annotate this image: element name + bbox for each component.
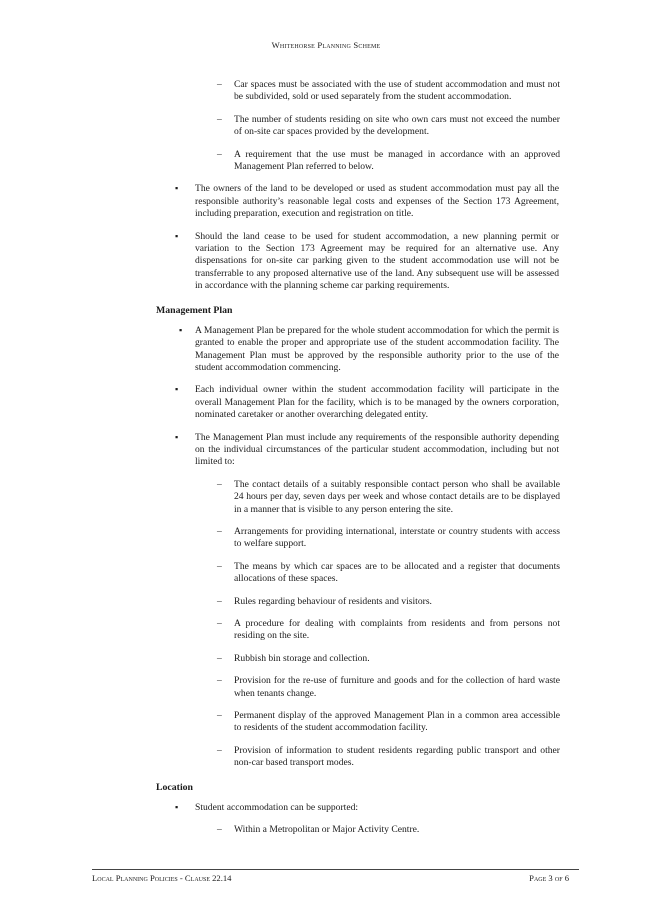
list-item (217, 710, 560, 735)
list-item-text: Arrangements for providing international, interstate or country students with access to welfare support. (234, 525, 560, 550)
bullet-marker: ▪ (175, 183, 179, 194)
list-item-text: Provision for the re-use of furniture and goods and for the collection of hard waste when tenants change. (234, 675, 560, 699)
list-item (217, 595, 560, 608)
dash-marker: – (217, 710, 222, 722)
list-item-text: The Management Plan must include any requirements of the responsible authority depending on the individual circumstances of the particular student accommodation, including but not limited to: (195, 431, 559, 468)
footer-page-number: Page 3 of 6 (529, 873, 569, 883)
list-item-text: The number of students residing on site who own cars must not exceed the number of on-site car spaces provided by the development. (234, 113, 560, 138)
dash-marker: – (217, 618, 222, 629)
list-item (179, 324, 559, 375)
bullet-marker: ▪ (175, 801, 179, 812)
dash-marker: – (217, 79, 222, 90)
dash-marker: – (217, 744, 222, 756)
list-item (175, 384, 559, 421)
page-content (0, 79, 652, 836)
list-item-text: Each individual owner within the student accommodation facility will participate in the overall Management Plan for the facility, which is to be managed by the owners corporation, nominated caretaker or another overarching delegated entity. (195, 384, 559, 421)
list-item-text: Provision of information to student residents regarding public transport and other non-car based transport modes. (234, 744, 560, 769)
list-item (217, 148, 560, 174)
list-item-text: The owners of the land to be developed or used as student accommodation must pay all the responsible authority’s reasonable legal costs and expenses of the Section 173 Agreement, including preparation, execution and registration on title. (195, 183, 559, 220)
footer-clause: Local Planning Policies - Clause 22.14 (92, 873, 232, 883)
list-item-text: Student accommodation can be supported: (195, 801, 359, 813)
list-item-text: A Management Plan be prepared for the whole student accommodation for which the permit is granted to enable the proper and appropriate use of the student accommodation facility. The Management Plan must be approved by the responsible authority prior to the use of the student accommodation commencing. (195, 324, 559, 373)
list-item (175, 431, 559, 469)
list-item (175, 230, 559, 293)
list-item (217, 652, 560, 665)
dash-marker: – (217, 560, 222, 572)
list-item (217, 744, 560, 770)
dash-marker: – (217, 652, 222, 664)
footer-divider (92, 869, 579, 870)
dash-marker: – (217, 478, 222, 490)
section-heading-location: Location (156, 781, 194, 793)
bullet-marker: ▪ (175, 230, 179, 241)
list-item (217, 560, 560, 586)
dash-marker: – (217, 595, 222, 607)
list-item (217, 79, 560, 104)
list-item-text: A requirement that the use must be managed in accordance with an approved Management Plan referred to below. (234, 148, 560, 173)
list-item-text: Rules regarding behaviour of residents and visitors. (234, 595, 432, 607)
list-item-text: A procedure for dealing with complaints from residents and from persons not residing on the site. (234, 618, 560, 642)
list-item (217, 618, 560, 643)
bullet-marker: ▪ (179, 324, 183, 335)
dash-marker: – (217, 148, 222, 160)
list-item (217, 675, 560, 700)
list-item-text: The contact details of a suitably responsible contact person who shall be available 24 hours per day, seven days per week and whose contact details are to be displayed in a manner that is visible to any person entering the site. (234, 478, 560, 515)
dash-marker: – (217, 675, 222, 687)
list-item-text: Within a Metropolitan or Major Activity Centre. (234, 824, 420, 836)
dash-marker: – (217, 113, 222, 125)
bullet-marker: ▪ (175, 384, 179, 395)
page-header: Whitehorse Planning Scheme (271, 40, 381, 50)
list-item-text: Rubbish bin storage and collection. (234, 652, 370, 664)
list-item (175, 183, 559, 220)
list-item-text: Car spaces must be associated with the use of student accommodation and must not be subdivided, sold or used separately from the student accommodation. (234, 79, 560, 103)
dash-marker: – (217, 824, 222, 836)
list-item (217, 525, 560, 551)
list-item-text: The means by which car spaces are to be allocated and a register that documents allocations of these spaces. (234, 560, 560, 585)
list-item (217, 113, 560, 139)
list-item (217, 478, 560, 516)
list-item-text: Permanent display of the approved Management Plan in a common area accessible to residents of the student accommodation facility. (234, 710, 560, 734)
section-heading-management-plan: Management Plan (156, 304, 233, 316)
dash-marker: – (217, 525, 222, 537)
bullet-marker: ▪ (175, 431, 179, 442)
list-item (217, 824, 560, 836)
list-item (175, 801, 559, 814)
list-item-text: Should the land cease to be used for student accommodation, a new planning permit or variation to the Section 173 Agreement may be required for an alternative use. Any dispensations for on-site car parking given to the student accommodation use will not be transferrable to any proposed alternative use of the land. Any subsequent use will be assessed in accordance with the planning scheme car parking requirements. (195, 230, 559, 292)
